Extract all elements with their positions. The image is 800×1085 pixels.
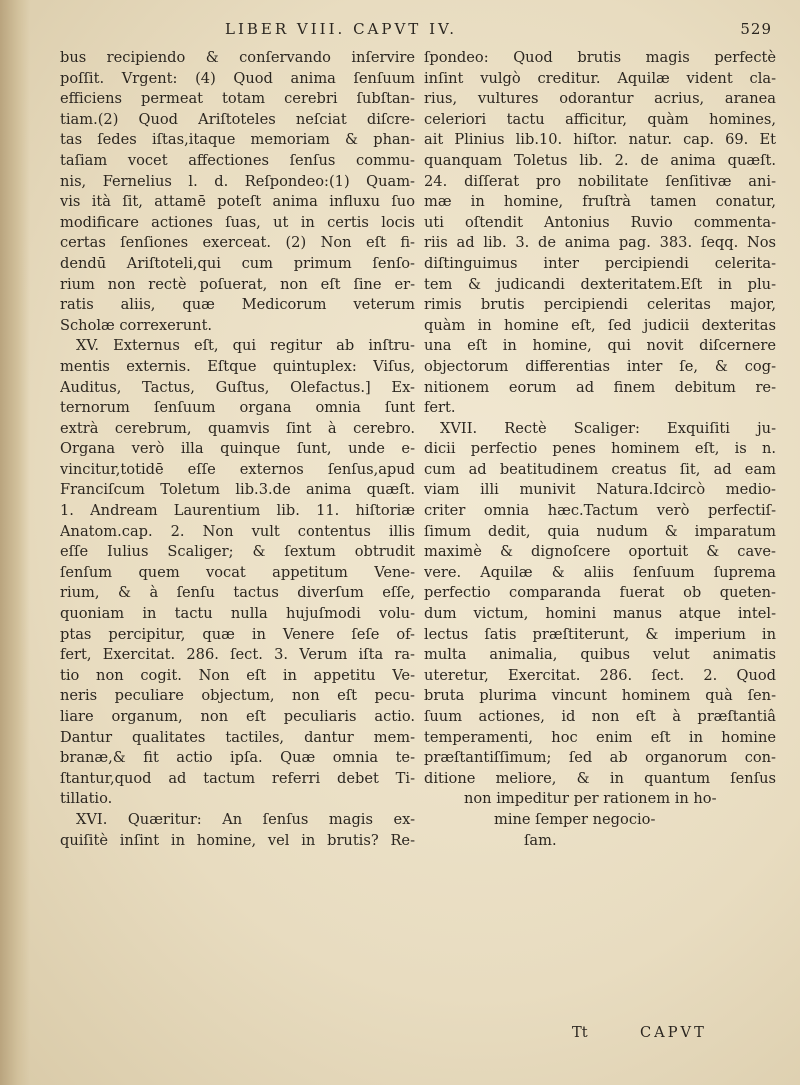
text-line: Organa verò illa quinque ſunt, unde e- [60, 440, 415, 458]
right-text-column [424, 48, 776, 851]
text-line: Anatom.cap. 2. Non vult contentus illis [60, 522, 415, 540]
text-line: fert, Exercitat. 286. ſect. 3. Verum iſta ra- [60, 646, 415, 664]
text-line: rimis brutis percipiendi celeritas major, [424, 296, 776, 314]
text-line: fert. [424, 399, 456, 417]
text-line: extrà cerebrum, quamvis ſint à cerebro. [60, 419, 415, 437]
text-line: tiam.(2) Quod Ariſtoteles neſciat diſcre- [60, 110, 415, 128]
text-line: dum victum, homini manus atque intel- [424, 605, 776, 623]
text-line: nitionem eorum ad finem debitum re- [424, 378, 776, 396]
text-line: dicii perfectio penes hominem eſt, is n. [424, 440, 776, 458]
text-line: objectorum differentias inter ſe, & cog- [424, 357, 776, 375]
text-line: celeriori tactu afficitur, quàm homines, [424, 110, 776, 128]
text-line: ſimum dedit, quia nudum & imparatum [424, 522, 776, 540]
text-line: tillatio. [60, 790, 113, 808]
running-header [225, 20, 772, 44]
text-line: Auditus, Tactus, Guſtus, Olefactus.] Ex- [60, 378, 415, 396]
text-line: uti oſtendit Antonius Ruvio commenta- [424, 213, 776, 231]
text-line: nis, Fernelius l. d. Reſpondeo:(1) Quam- [60, 172, 415, 190]
text-line: Dantur qualitates tactiles, dantur mem- [60, 728, 415, 746]
text-line: branæ,& fit actio ipſa. Quæ omnia te- [60, 749, 415, 767]
signature-mark: Tt [572, 1024, 588, 1041]
text-line: taſiam vocet affectiones ſenſus commu- [60, 151, 415, 169]
text-line: inſint vulgò creditur. Aquilæ vident cla- [424, 69, 776, 87]
text-line: tas ſedes iſtas,itaque memoriam & phan- [60, 131, 415, 149]
text-line: una eſt in homine, qui novit diſcernere [424, 337, 776, 355]
catchword: CAPVT [640, 1024, 707, 1041]
text-line: 24. diſſerat pro nobilitate ſenſitivæ ani- [424, 172, 776, 190]
text-line: mine ſemper negocio- [494, 810, 656, 828]
text-line: præſtantiſſimum; ſed ab organorum con- [424, 749, 776, 767]
text-line: quàm in homine eſt, ſed judicii dexteritas [424, 316, 776, 334]
text-line: poſſit. Vrgent: (4) Quod anima ſenſuum [60, 69, 415, 87]
left-text-column [60, 48, 415, 851]
text-line: XV. Externus eſt, qui regitur ab inſtru- [76, 337, 415, 355]
text-line: ait Plinius lib.10. hiſtor. natur. cap. 69. Et [424, 131, 776, 149]
text-line: quiſitè inſint in homine, vel in brutis? Re- [60, 831, 415, 849]
text-line: vere. Aquilæ & aliis ſenſuum ſuprema [424, 563, 776, 581]
text-line: rium non rectè poſuerat, non eſt ſine er- [60, 275, 415, 293]
text-line: neris peculiare objectum, non eſt pecu- [60, 687, 415, 705]
text-line: Scholæ correxerunt. [60, 316, 213, 334]
text-line: ſpondeo: Quod brutis magis perfectè [424, 49, 776, 66]
text-line: ternorum ſenſuum organa omnia ſunt [60, 399, 415, 417]
text-line: ptas percipitur, quæ in Venere ſeſe of- [60, 625, 415, 643]
text-line: certas ſenſiones exerceat. (2) Non eſt fi- [60, 234, 415, 252]
text-line: viam illi munivit Natura.Idcircò medio- [424, 481, 776, 499]
text-line: eſſe Iulius Scaliger; & ſextum obtrudit [60, 543, 415, 561]
text-line: ratis aliis, quæ Medicorum veterum [60, 296, 415, 314]
text-line: efficiens permeat totam cerebri ſubſtan- [60, 90, 415, 108]
text-line: lectus ſatis præſtiterunt, & imperium in [424, 625, 776, 643]
text-line: diſtinguimus inter percipiendi celerita- [424, 254, 776, 272]
text-line: riis ad lib. 3. de anima pag. 383. ſeqq. Nos [424, 234, 776, 252]
text-line: cum ad beatitudinem creatus ſit, ad eam [424, 460, 776, 478]
text-line: quoniam in tactu nulla hujuſmodi volu- [60, 605, 415, 623]
text-line: 1. Andream Laurentium lib. 11. hiſtoriæ [60, 502, 415, 520]
page-gutter-shadow [0, 0, 30, 1085]
text-line: perfectio comparanda fuerat ob queten- [424, 584, 776, 602]
text-line: bruta plurima vincunt hominem quà ſen- [424, 687, 776, 705]
text-line: mentis externis. Eſtque quintuplex: Viſus, [60, 357, 415, 375]
text-line: uteretur, Exercitat. 286. ſect. 2. Quod [424, 666, 776, 684]
text-line: liare organum, non eſt peculiaris actio. [60, 708, 415, 725]
text-line: ſtantur,quod ad tactum referri debet Ti- [60, 769, 415, 787]
text-line: bus recipiendo & conſervando inſervire [60, 49, 415, 66]
text-line: rium, & à ſenſu tactus diverſum eſſe, [60, 584, 415, 602]
text-line: multa animalia, quibus velut animatis [424, 646, 776, 664]
text-line: ſam. [524, 831, 557, 849]
text-line: vis ità ſit, attamē poteſt anima influxu ſuo [60, 193, 415, 211]
text-line: ſuum actiones, id non eſt à præſtantiâ [424, 708, 776, 725]
text-line: temperamenti, hoc enim eſt in homine [424, 728, 776, 746]
text-line: Franciſcum Toletum lib.3.de anima quæſt. [60, 481, 415, 499]
text-line: non impeditur per rationem in ho- [464, 790, 717, 808]
running-title: LIBER VIII. CAPVT IV. [225, 20, 457, 38]
text-line: maximè & dignoſcere oportuit & cave- [424, 543, 776, 561]
text-line: quanquam Toletus lib. 2. de anima quæſt. [424, 151, 776, 169]
text-line: tem & judicandi dexteritatem.Eſt in plu- [424, 275, 776, 293]
text-line: rius, vultures odorantur acrius, aranea [424, 90, 776, 108]
text-line: criter omnia hæc.Tactum verò perfectiſ- [424, 502, 776, 520]
text-line: vincitur,totidē eſſe externos ſenſus,apud [60, 460, 415, 478]
text-line: ditione meliore, & in quantum ſenſus [424, 769, 776, 787]
text-line: mæ in homine, fruſtrà tamen conatur, [424, 193, 776, 211]
text-line: modificare actiones ſuas, ut in certis locis [60, 213, 415, 231]
text-line: dendū Ariſtoteli,qui cum primum ſenſo- [60, 254, 415, 272]
page-number: 529 [740, 20, 772, 38]
text-line: tio non cogit. Non eſt in appetitu Ve- [60, 666, 415, 684]
text-line: XVII. Rectè Scaliger: Exquiſiti ju- [440, 419, 776, 437]
text-line: XVI. Quæritur: An ſenſus magis ex- [76, 810, 415, 828]
text-line: ſenſum quem vocat appetitum Vene- [60, 563, 415, 581]
